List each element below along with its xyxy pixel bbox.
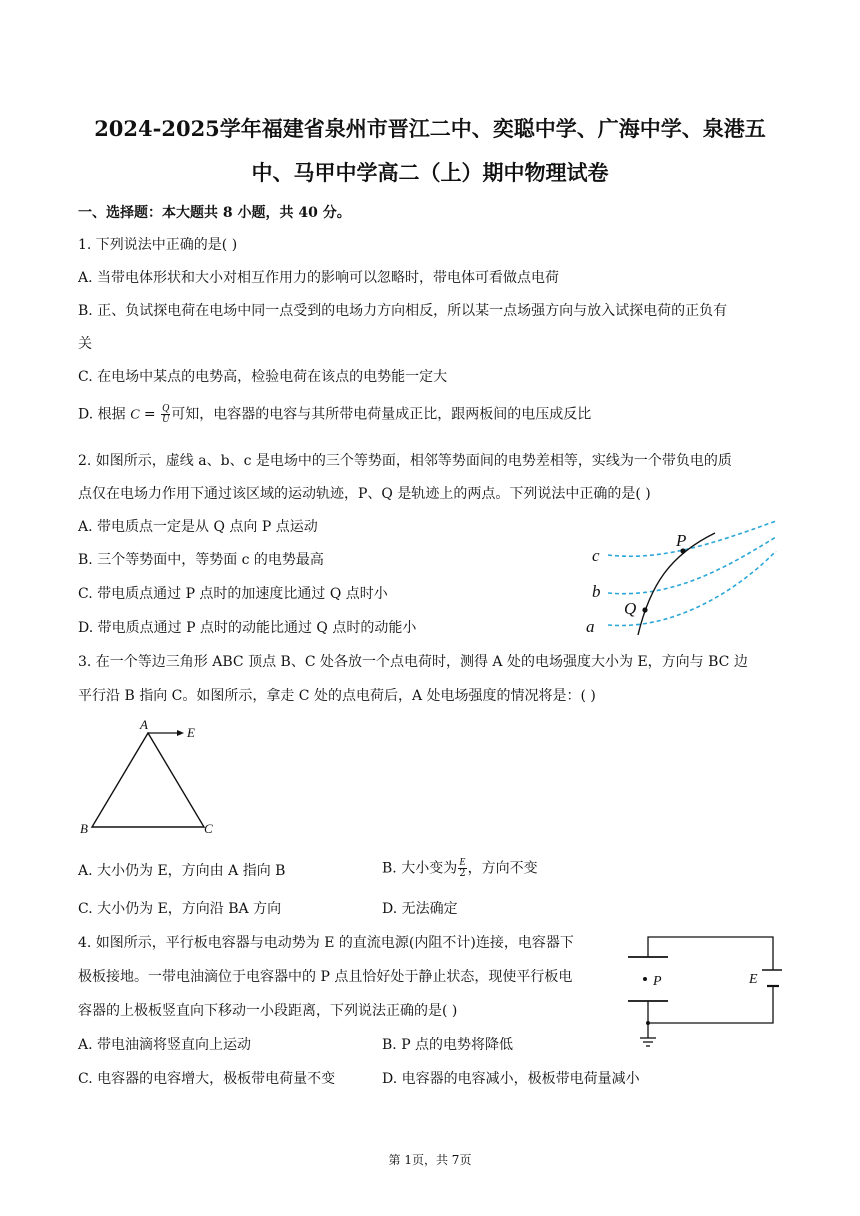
emf-e-label: E (749, 972, 758, 987)
section-heading: 一、选择题：本大题共 8 小题，共 40 分。 (78, 205, 351, 221)
formula-equals: = (139, 406, 161, 423)
vertex-b-label: B (80, 821, 88, 836)
vertex-a-label: A (140, 717, 148, 732)
formula-fraction (161, 404, 170, 425)
field-arrowhead (177, 730, 184, 736)
label-b: b (592, 582, 601, 601)
field-e-label: E (187, 725, 195, 740)
q1-option-d-suffix: 可知，电容器的电容与其所带电荷量成正比，跟两板间的电压成反比 (171, 406, 592, 423)
q4-stem-line3: 容器的上极板竖直向下移动一小段距离，下列说法正确的是( ) (78, 1003, 458, 1019)
q4-stem-line2: 极板接地。一带电油滴位于电容器中的 P 点且恰好处于静止状态，现使平行板电 (78, 969, 573, 985)
q4-option-d: D. 电容器的电容减小，极板带电荷量减小 (382, 1071, 640, 1087)
label-c: c (592, 546, 600, 565)
q4-stem-line1: 4. 如图所示，平行板电容器与电动势为 E 的直流电源(内阻不计)连接，电容器下 (78, 935, 574, 951)
fraction-denominator: 2 (459, 868, 466, 879)
q3-stem-line1: 3. 在一个等边三角形 ABC 顶点 B、C 处各放一个点电荷时，测得 A 处的电场强度大小为 E，方向与 BC 边 (78, 654, 748, 670)
q2-option-a: A. 带电质点一定是从 Q 点向 P 点运动 (78, 519, 318, 535)
q3-option-b-prefix: B. 大小变为 (382, 860, 458, 877)
q2-stem-line2: 点仅在电场力作用下通过该区域的运动轨迹，P、Q 是轨迹上的两点。下列说法中正确的是( ) (78, 486, 651, 502)
q2-option-d: D. 带电质点通过 P 点时的动能比通过 Q 点时的动能小 (78, 620, 417, 636)
page-footer: 第 1页，共 7页 (388, 1153, 472, 1167)
q1-option-d (78, 404, 591, 426)
q1-option-d-prefix: D. 根据 (78, 406, 131, 423)
q3-option-b-suffix: ，方向不变 (467, 860, 538, 877)
q3-option-a: A. 大小仍为 E，方向由 A 指向 B (78, 863, 286, 879)
q2-option-b: B. 三个等势面中，等势面 c 的电势最高 (78, 552, 324, 568)
q1-stem: 1. 下列说法中正确的是( ) (78, 237, 238, 253)
capacitor-circuit-figure (622, 930, 782, 1052)
q4-option-c: C. 电容器的电容增大，极板带电荷量不变 (78, 1071, 336, 1087)
oil-drop-dot (643, 977, 647, 981)
formula-denominator: U (162, 414, 170, 425)
q1-option-b-line1: B. 正、负试探电荷在电场中同一点受到的电场力方向相反，所以某一点场强方向与放入试探电荷的正负有 (78, 303, 728, 319)
triangle-figure (78, 715, 223, 840)
label-a: a (586, 617, 595, 636)
label-q: Q (624, 599, 637, 618)
q1-option-c: C. 在电场中某点的电势高，检验电荷在该点的电势能一定大 (78, 369, 448, 385)
q2-option-c: C. 带电质点通过 P 点时的加速度比通过 Q 点时小 (78, 586, 388, 602)
paper-title-line1: 2024-2025学年福建省泉州市晋江二中、奕聪中学、广海中学、泉港五 (94, 116, 766, 141)
q4-option-b: B. P 点的电势将降低 (382, 1037, 514, 1053)
q2-stem-line1: 2. 如图所示，虚线 a、b、c 是电场中的三个等势面，相邻等势面间的电势差相等，实线为一个带负电的质 (78, 453, 732, 469)
fraction-e-over-2 (458, 858, 466, 879)
equipotential-b (608, 537, 776, 594)
top-wire (648, 937, 773, 970)
q4-option-a: A. 带电油滴将竖直向上运动 (78, 1037, 252, 1053)
formula-c-symbol: C (130, 407, 140, 423)
paper-title-line2: 中、马甲中学高二（上）期中物理试卷 (251, 160, 609, 185)
fraction-numerator: E (459, 857, 466, 868)
q3-option-d: D. 无法确定 (382, 901, 458, 917)
q1-option-a: A. 当带电体形状和大小对相互作用力的影响可以忽略时，带电体可看做点电荷 (78, 270, 560, 286)
triangle-abc (92, 733, 204, 827)
vertex-c-label: C (204, 821, 213, 836)
formula-numerator: Q (162, 403, 170, 414)
label-p: P (676, 531, 687, 550)
equipotential-figure (580, 515, 780, 640)
bottom-wire (648, 986, 773, 1023)
q3-stem-line2: 平行沿 B 指向 C。如图所示，拿走 C 处的点电荷后，A 处电场强度的情况将是：( ) (78, 688, 596, 704)
point-q-dot (642, 607, 647, 612)
q3-option-c: C. 大小仍为 E，方向沿 BA 方向 (78, 901, 282, 917)
q3-option-b (382, 858, 538, 879)
equipotential-c (608, 521, 776, 556)
point-p-label: P (653, 974, 662, 989)
q1-option-b-line2: 关 (78, 336, 92, 352)
